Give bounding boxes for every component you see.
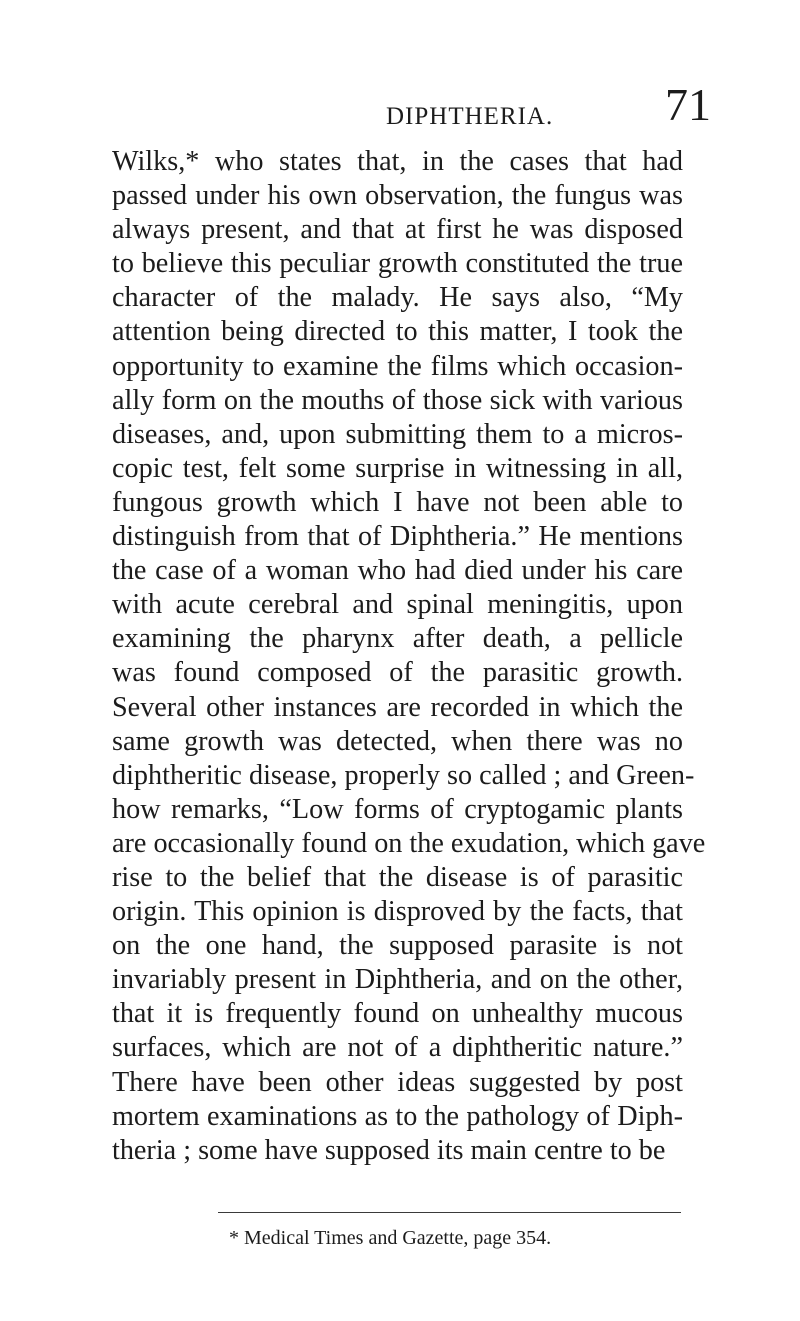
text-line: character of the malady. He says also, “My: [112, 282, 683, 314]
text-line: invariably present in Diphtheria, and on the other,: [112, 964, 683, 996]
text-line: origin. This opinion is disproved by the facts, that: [112, 896, 683, 928]
text-line: with acute cerebral and spinal meningitis, upon: [112, 589, 683, 621]
text-line: was found composed of the parasitic growth.: [112, 657, 683, 689]
text-line: to believe this peculiar growth constituted the true: [112, 248, 683, 280]
text-line: on the one hand, the supposed parasite is not: [112, 930, 683, 962]
text-line: the case of a woman who had died under his care: [112, 555, 683, 587]
text-line: diphtheritic disease, properly so called ; and Green-: [112, 759, 695, 791]
text-line: always present, and that at first he was disposed: [112, 214, 683, 246]
text-line: mortem examinations as to the pathology of Diph-: [112, 1100, 683, 1132]
text-line: Several other instances are recorded in which the: [112, 691, 683, 723]
text-line: ally form on the mouths of those sick with various: [112, 384, 683, 416]
text-line: diseases, and, upon submitting them to a micros-: [112, 418, 683, 450]
text-line: passed under his own observation, the fungus was: [112, 180, 683, 212]
body-text: [112, 145, 706, 1168]
text-line: theria ; some have supposed its main centre to be: [112, 1134, 666, 1166]
text-line: same growth was detected, when there was no: [112, 725, 683, 757]
text-line: fungous growth which I have not been able to: [112, 486, 683, 518]
page-number: 71: [665, 79, 711, 130]
text-line: how remarks, “Low forms of cryptogamic plants: [112, 793, 683, 825]
text-line: surfaces, which are not of a diphtheritic nature.”: [112, 1032, 683, 1064]
text-line: There have been other ideas suggested by post: [112, 1066, 683, 1098]
text-line: examining the pharynx after death, a pellicle: [112, 623, 683, 655]
text-line: are occasionally found on the exudation, which gave: [112, 827, 706, 859]
text-line: rise to the belief that the disease is of parasitic: [112, 861, 683, 893]
text-line: Wilks,* who states that, in the cases that had: [112, 146, 683, 177]
text-line: attention being directed to this matter, I took the: [112, 316, 683, 348]
text-line: distinguish from that of Diphtheria.” He mentions: [112, 521, 683, 553]
footnote-divider: [218, 1212, 681, 1213]
page-header: [0, 74, 800, 134]
text-line: that it is frequently found on unhealthy mucous: [112, 998, 683, 1030]
footnote: * Medical Times and Gazette, page 354.: [229, 1227, 552, 1249]
text-line: copic test, felt some surprise in witnessing in all,: [112, 452, 683, 484]
running-title: DIPHTHERIA.: [386, 103, 554, 130]
text-line: opportunity to examine the films which occasion-: [112, 350, 683, 382]
